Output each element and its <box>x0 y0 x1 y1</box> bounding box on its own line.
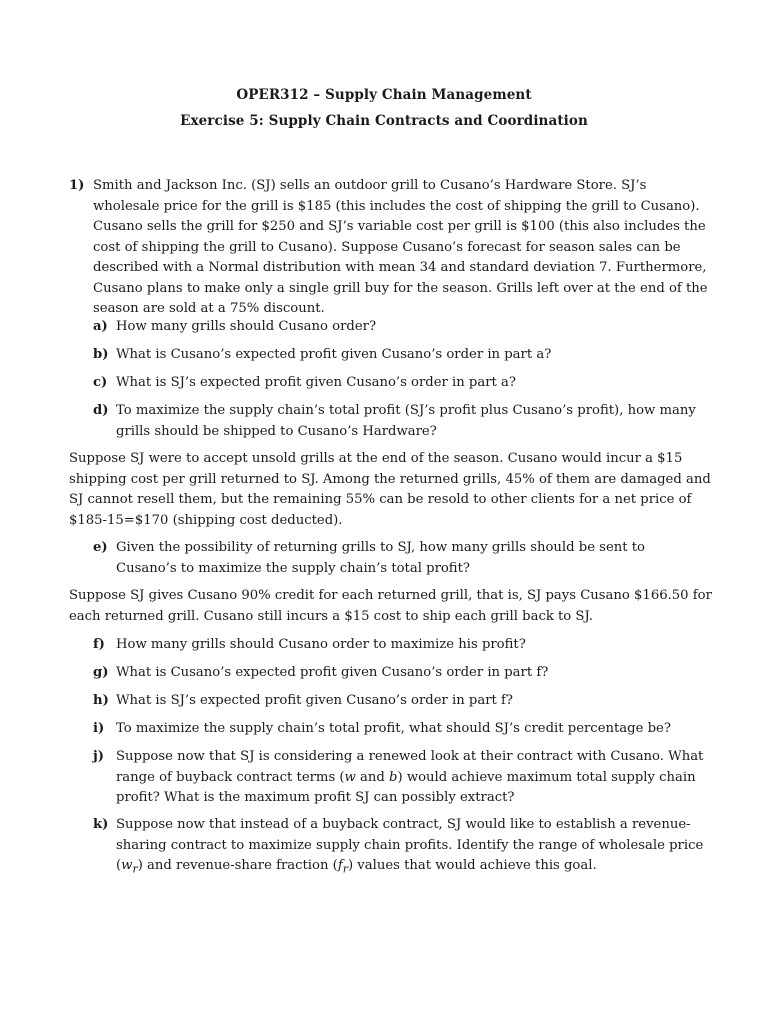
var-w: w <box>344 769 356 785</box>
part-label: j) <box>93 749 105 764</box>
part-label: e) <box>93 540 108 555</box>
part-text: What is Cusano’s expected profit given Cusano’s order in part f? <box>116 665 549 680</box>
part-label: h) <box>93 693 109 708</box>
question-text: Smith and Jackson Inc. (SJ) sells an outdoor grill to Cusano’s Hardware Store. SJ’s wholesale price for the grill is $185 (this includes the cost of shipping the grill to Cusano). Cusano sells the grill for $250 and SJ’s variable cost per grill is $100 (this also includes the cost of shipping the grill to Cusano). Suppose Cusano’s forecast for season sales can be described with a Normal distribution with mean 34 and standard deviation 7. Furthermore, Cusano plans to make only a single grill buy for the season. Grills left over at the end of the season are sold at a 75% discount. <box>93 178 708 316</box>
var-w-r: w <box>121 858 133 873</box>
question-number: 1) <box>69 178 85 193</box>
part-g <box>93 663 708 684</box>
part-h <box>93 691 708 712</box>
part-text: Suppose now that instead of a buyback contract, SJ would like to establish a revenue-sharing contract to maximize supply chain profits. Identify the range of wholesale price $(w_r)$ and revenue-share fraction $(f_r)$ values that would achieve this goal. <box>116 817 704 876</box>
part-label: c) <box>93 375 108 390</box>
part-label: d) <box>93 403 109 418</box>
part-label: i) <box>93 721 105 736</box>
var-b: b <box>389 769 398 785</box>
part-b <box>93 345 708 366</box>
part-f <box>93 635 708 656</box>
part-label: g) <box>93 665 109 680</box>
var-f-r: f <box>337 858 343 873</box>
part-text: To maximize the supply chain’s total profit (SJ’s profit plus Cusano’s profit), how many grills should be shipped to Cusano’s Hardware? <box>116 403 696 439</box>
part-text: To maximize the supply chain’s total profit, what should SJ’s credit percentage be? <box>116 721 671 736</box>
part-label: b) <box>93 347 109 362</box>
part-text: What is SJ’s expected profit given Cusano’s order in part a? <box>116 375 516 390</box>
part-label: k) <box>93 817 109 832</box>
part-k <box>93 815 708 880</box>
part-text: Given the possibility of returning grills to SJ, how many grills should be sent to Cusano’s to maximize the supply chain’s total profit? <box>116 540 645 576</box>
question-1 <box>69 176 709 320</box>
part-c <box>93 373 708 394</box>
part-label: a) <box>93 319 108 334</box>
page-subtitle: Exercise 5: Supply Chain Contracts and Coordination <box>180 113 588 129</box>
part-text: What is Cusano’s expected profit given Cusano’s order in part a? <box>116 347 552 362</box>
part-label: f) <box>93 637 105 652</box>
part-text: How many grills should Cusano order to maximize his profit? <box>116 637 526 652</box>
part-text: Suppose now that SJ is considering a renewed look at their contract with Cusano. What range of buyback contract terms (w and b) would achieve maximum total supply chain profit? What is the maximum profit SJ can possibly extract? <box>116 749 704 805</box>
part-d <box>93 401 708 442</box>
part-a <box>93 317 708 338</box>
part-e <box>93 538 708 579</box>
page-title: OPER312 – Supply Chain Management <box>236 87 532 103</box>
part-i <box>93 719 708 740</box>
credit-paragraph: Suppose SJ gives Cusano 90% credit for each returned grill, that is, SJ pays Cusano $166.50 for each returned grill. Cusano still incurs a $15 cost to ship each grill back to SJ. <box>69 588 712 624</box>
returns-paragraph: Suppose SJ were to accept unsold grills at the end of the season. Cusano would incur a $15 shipping cost per grill returned to SJ. Among the returned grills, 45% of them are damaged and SJ cannot resell them, but the remaining 55% can be resold to other clients for a net price of $185-15=$170 (shipping cost deducted). <box>69 451 711 528</box>
part-j <box>93 747 708 809</box>
part-text: What is SJ’s expected profit given Cusano’s order in part f? <box>116 693 513 708</box>
part-text: How many grills should Cusano order? <box>116 319 377 334</box>
